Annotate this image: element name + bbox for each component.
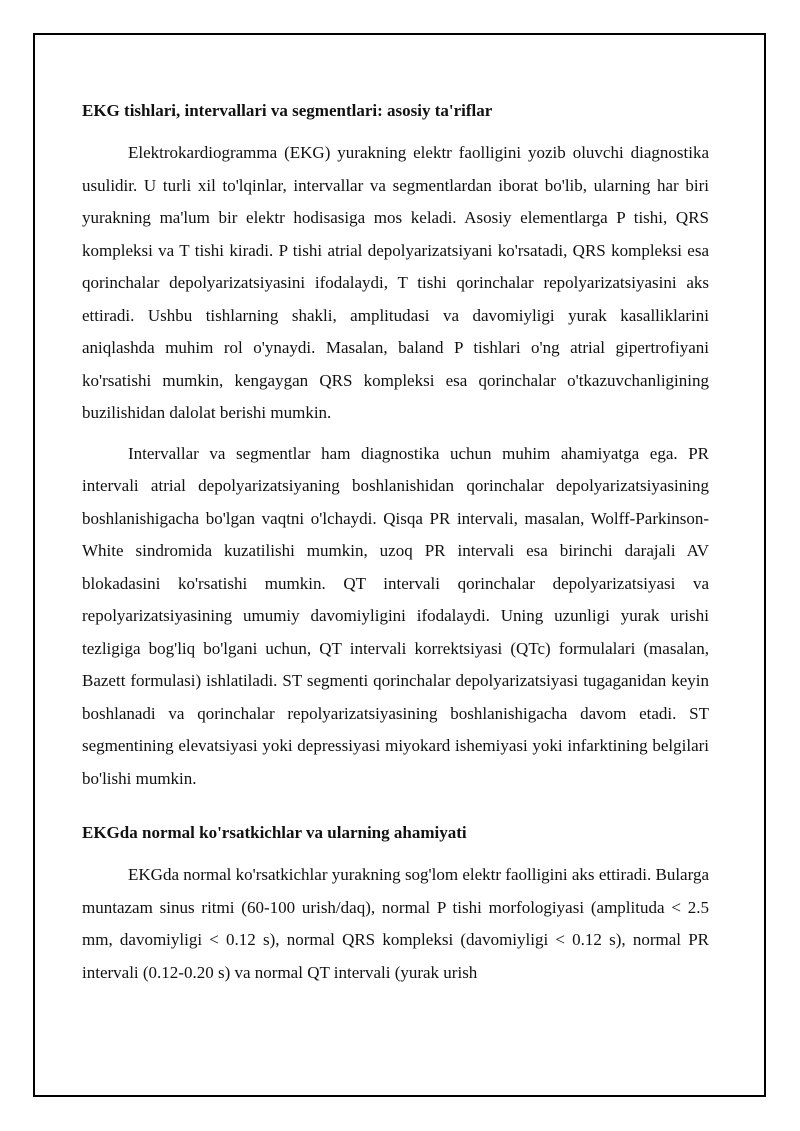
paragraph-intervals-segments: Intervallar va segmentlar ham diagnostika uchun muhim ahamiyatga ega. PR intervali atrial depolyarizatsiyaning boshlanishidan qorinchalar depolyarizatsiyasining boshlanishigacha bo'lgan vaqtni o'lchaydi. Qisqa PR intervali, masalan, Wolff-Parkinson-White sindromida kuzatilishi mumkin, uzoq PR intervali esa birinchi darajali AV blokadasini ko'rsatishi mumkin. QT intervali qorinchalar depolyarizatsiyasi va repolyarizatsiyasining umumiy davomiyligini ifodalaydi. Uning uzunligi yurak urishi tezligiga bog'liq bo'lgani uchun, QT intervali korrektsiyasi (QTc) formulalari (masalan, Bazett formulasi) ishlatiladi. ST segmenti qorinchalar depolyarizatsiyasi tugaganidan keyin boshlanadi va qorinchalar repolyarizatsiyasining boshlanishigacha davom etadi. ST segmentining elevatsiyasi yoki depressiyasi miyokard ishemiyasi yoki infarktining belgilari bo'lishi mumkin. (82, 443, 709, 788)
document-body (82, 99, 709, 997)
paragraph-ekg-intro: Elektrokardiogramma (EKG) yurakning elektr faolligini yozib oluvchi diagnostika usulidir. U turli xil to'lqinlar, intervallar va segmentlardan iborat bo'lib, ularning har biri yurakning ma'lum bir elektr hodisasiga mos keladi. Asosiy elementlarga P tishi, QRS kompleksi va T tishi kiradi. P tishi atrial depolyarizatsiyani ko'rsatadi, QRS kompleksi esa qorinchalar depolyarizatsiyasini ifodalaydi, T tishi qorinchalar repolyarizatsiyasini aks ettiradi. Ushbu tishlarning shakli, amplitudasi va davomiyligi yurak kasalliklarini aniqlashda muhim rol o'ynaydi. Masalan, baland P tishlari o'ng atrial gipertrofiyani ko'rsatishi mumkin, kengaygan QRS kompleksi esa qorinchalar o'tkazuvchanligining buzilishidan dalolat berishi mumkin. (82, 143, 709, 422)
paragraph-normal-values: EKGda normal ko'rsatkichlar yurakning sog'lom elektr faolligini aks ettiradi. Bularga muntazam sinus ritmi (60-100 urish/daq), normal P tishi morfologiyasi (amplituda < 2.5 mm, davomiyligi < 0.12 s), normal QRS kompleksi (davomiyligi < 0.12 s), normal PR intervali (0.12-0.20 s) va normal QT intervali (yurak urish (82, 865, 709, 982)
section-heading-ekg-waves: EKG tishlari, intervallari va segmentlari: asosiy ta'riflar (82, 101, 493, 120)
section-heading-normal-values: EKGda normal ko'rsatkichlar va ularning ahamiyati (82, 823, 467, 842)
